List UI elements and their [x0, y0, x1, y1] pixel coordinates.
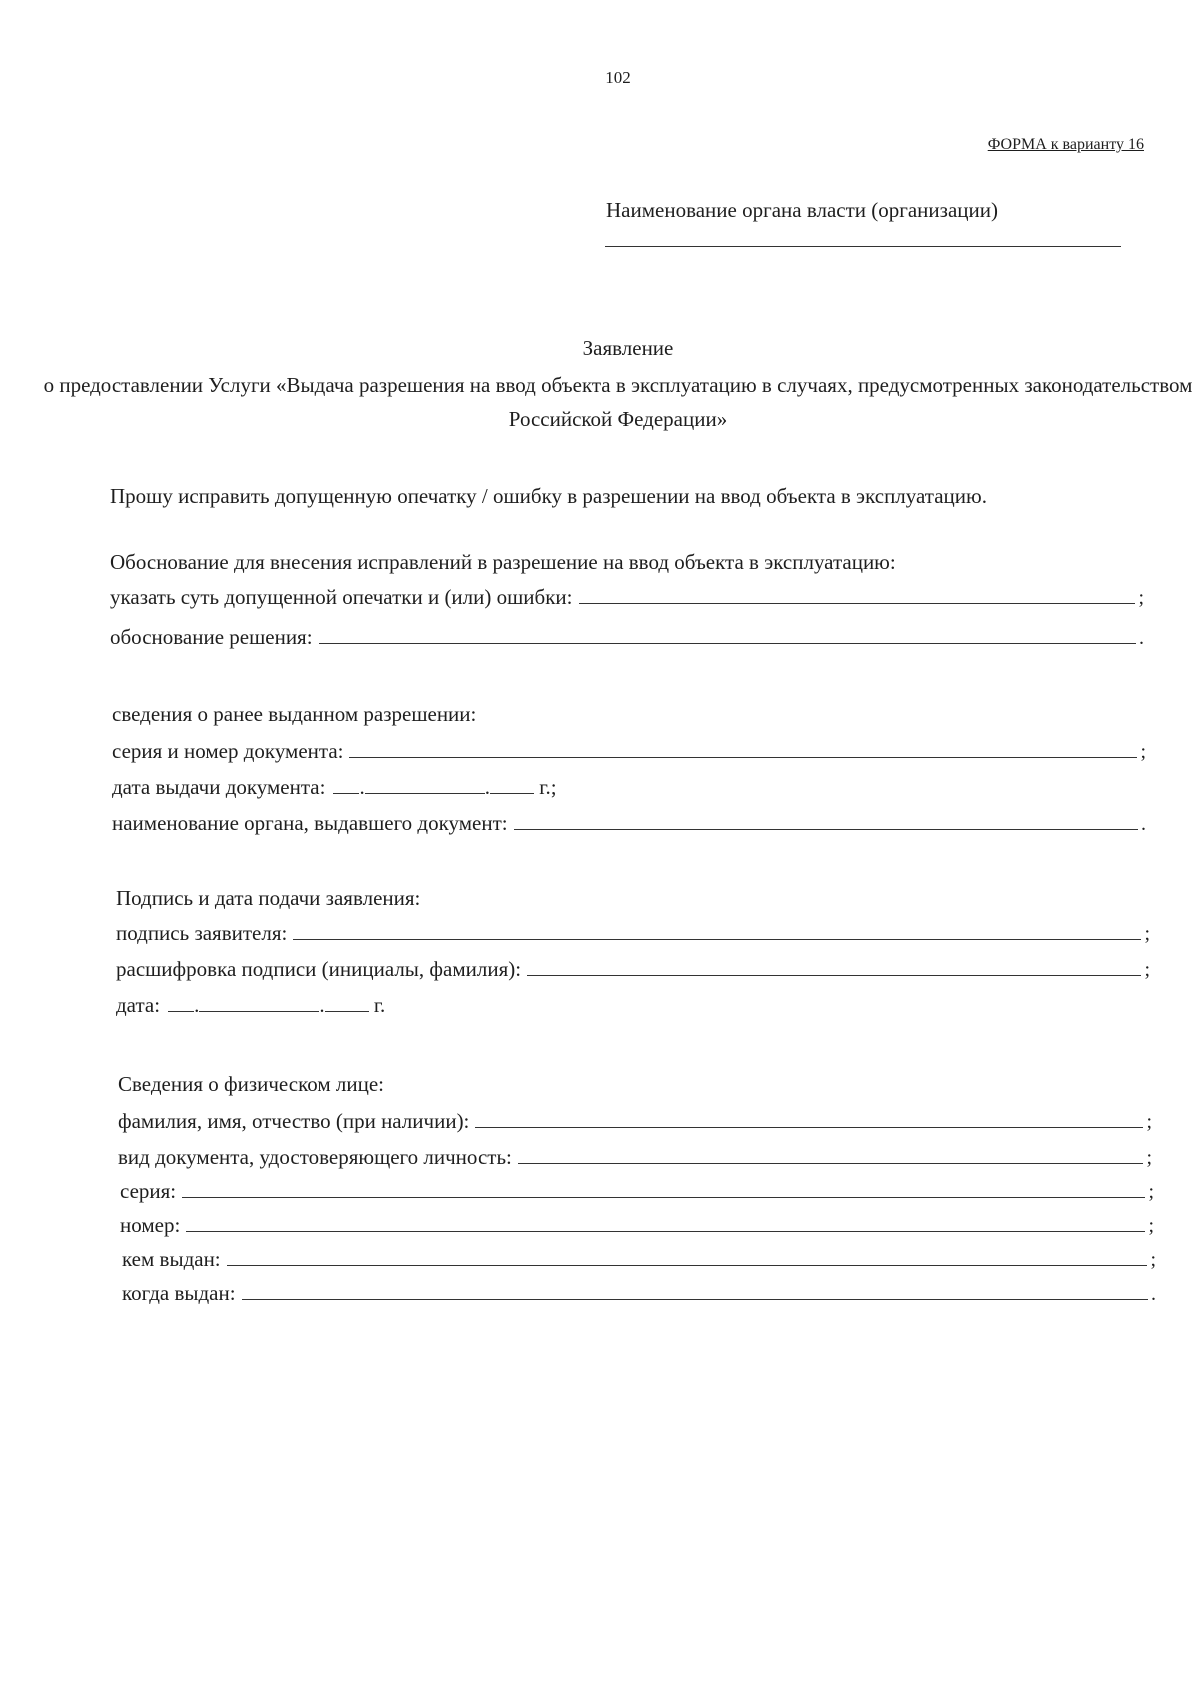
issuer-label: наименование органа, выдавшего документ: [112, 811, 508, 835]
error-essence-label: указать суть допущенной опечатки и (или) ошибки: [110, 585, 573, 609]
number-line[interactable] [186, 1230, 1145, 1232]
issue-date-day[interactable] [333, 773, 359, 794]
page-number: 102 [605, 68, 631, 87]
authority-input-line[interactable] [605, 246, 1121, 247]
issued-when-field[interactable]: когда выдан: . [122, 1281, 1156, 1305]
signature-date-slots[interactable]: . . г. [168, 991, 385, 1018]
signature-heading: Подпись и дата подачи заявления: [116, 886, 421, 910]
issuer-line[interactable] [514, 828, 1138, 830]
issued-by-line[interactable] [227, 1264, 1148, 1266]
number-field[interactable]: номер: ; [120, 1213, 1154, 1237]
full-name-line[interactable] [475, 1126, 1143, 1128]
document-subtitle: о предоставлении Услуги «Выдача разрешения на ввод объекта в эксплуатацию в случаях, предусмотренных законодательством Российской Федерации» [43, 373, 1193, 431]
authority-label: Наименование органа власти (организации) [606, 198, 998, 222]
applicant-signature-field[interactable]: подпись заявителя: ; [116, 921, 1150, 945]
decision-basis-label: обоснование решения: [110, 625, 313, 649]
series-number-line[interactable] [349, 756, 1137, 758]
applicant-signature-label: подпись заявителя: [116, 921, 288, 945]
issued-by-field[interactable]: кем выдан: ; [122, 1247, 1156, 1271]
series-field[interactable]: серия: ; [120, 1179, 1154, 1203]
full-name-field[interactable]: фамилия, имя, отчество (при наличии): ; [118, 1109, 1152, 1133]
issue-date-year[interactable] [490, 773, 534, 794]
document-title: Заявление [582, 336, 674, 360]
id-doc-type-line[interactable] [518, 1162, 1144, 1164]
person-heading: Сведения о физическом лице: [118, 1072, 384, 1096]
previous-permit-heading: сведения о ранее выданном разрешении: [112, 702, 477, 726]
full-name-label: фамилия, имя, отчество (при наличии): [118, 1109, 470, 1133]
series-number-label: серия и номер документа: [112, 739, 344, 763]
issued-by-label: кем выдан: [122, 1247, 221, 1271]
signature-date-label: дата: [116, 993, 161, 1017]
issued-when-line[interactable] [242, 1298, 1148, 1300]
id-doc-type-label: вид документа, удостоверяющего личность: [118, 1145, 512, 1169]
signature-decoding-field[interactable]: расшифровка подписи (инициалы, фамилия): ; [116, 957, 1150, 981]
issue-date-field[interactable] [112, 768, 632, 800]
decision-basis-field[interactable]: обоснование решения: . [110, 625, 1144, 649]
form-variant-label: ФОРМА к варианту 16 [987, 136, 1144, 153]
error-essence-line[interactable] [579, 602, 1136, 604]
issue-date-slots[interactable]: . . г.; [333, 773, 556, 800]
issue-date-label: дата выдачи документа: [112, 775, 326, 799]
decision-basis-line[interactable] [319, 642, 1136, 644]
series-number-field[interactable]: серия и номер документа: ; [112, 739, 1146, 763]
issue-date-month[interactable] [365, 773, 485, 794]
error-essence-field[interactable]: указать суть допущенной опечатки и (или) ошибки: ; [110, 585, 1144, 609]
signature-date-day[interactable] [168, 991, 194, 1012]
series-line[interactable] [182, 1196, 1145, 1198]
justification-heading: Обоснование для внесения исправлений в разрешение на ввод объекта в эксплуатацию: [110, 550, 896, 574]
id-doc-type-field[interactable]: вид документа, удостоверяющего личность: ; [118, 1145, 1152, 1169]
signature-date-field[interactable] [116, 986, 516, 1018]
series-label: серия: [120, 1179, 177, 1203]
signature-date-year[interactable] [325, 991, 369, 1012]
correction-request-text: Прошу исправить допущенную опечатку / ошибку в разрешении на ввод объекта в эксплуатацию. [110, 484, 987, 508]
signature-decoding-label: расшифровка подписи (инициалы, фамилия): [116, 957, 522, 981]
signature-date-month[interactable] [199, 991, 319, 1012]
number-label: номер: [120, 1213, 181, 1237]
issuer-field[interactable]: наименование органа, выдавшего документ: . [112, 811, 1146, 835]
applicant-signature-line[interactable] [293, 938, 1141, 940]
issued-when-label: когда выдан: [122, 1281, 236, 1305]
signature-decoding-line[interactable] [527, 974, 1141, 976]
